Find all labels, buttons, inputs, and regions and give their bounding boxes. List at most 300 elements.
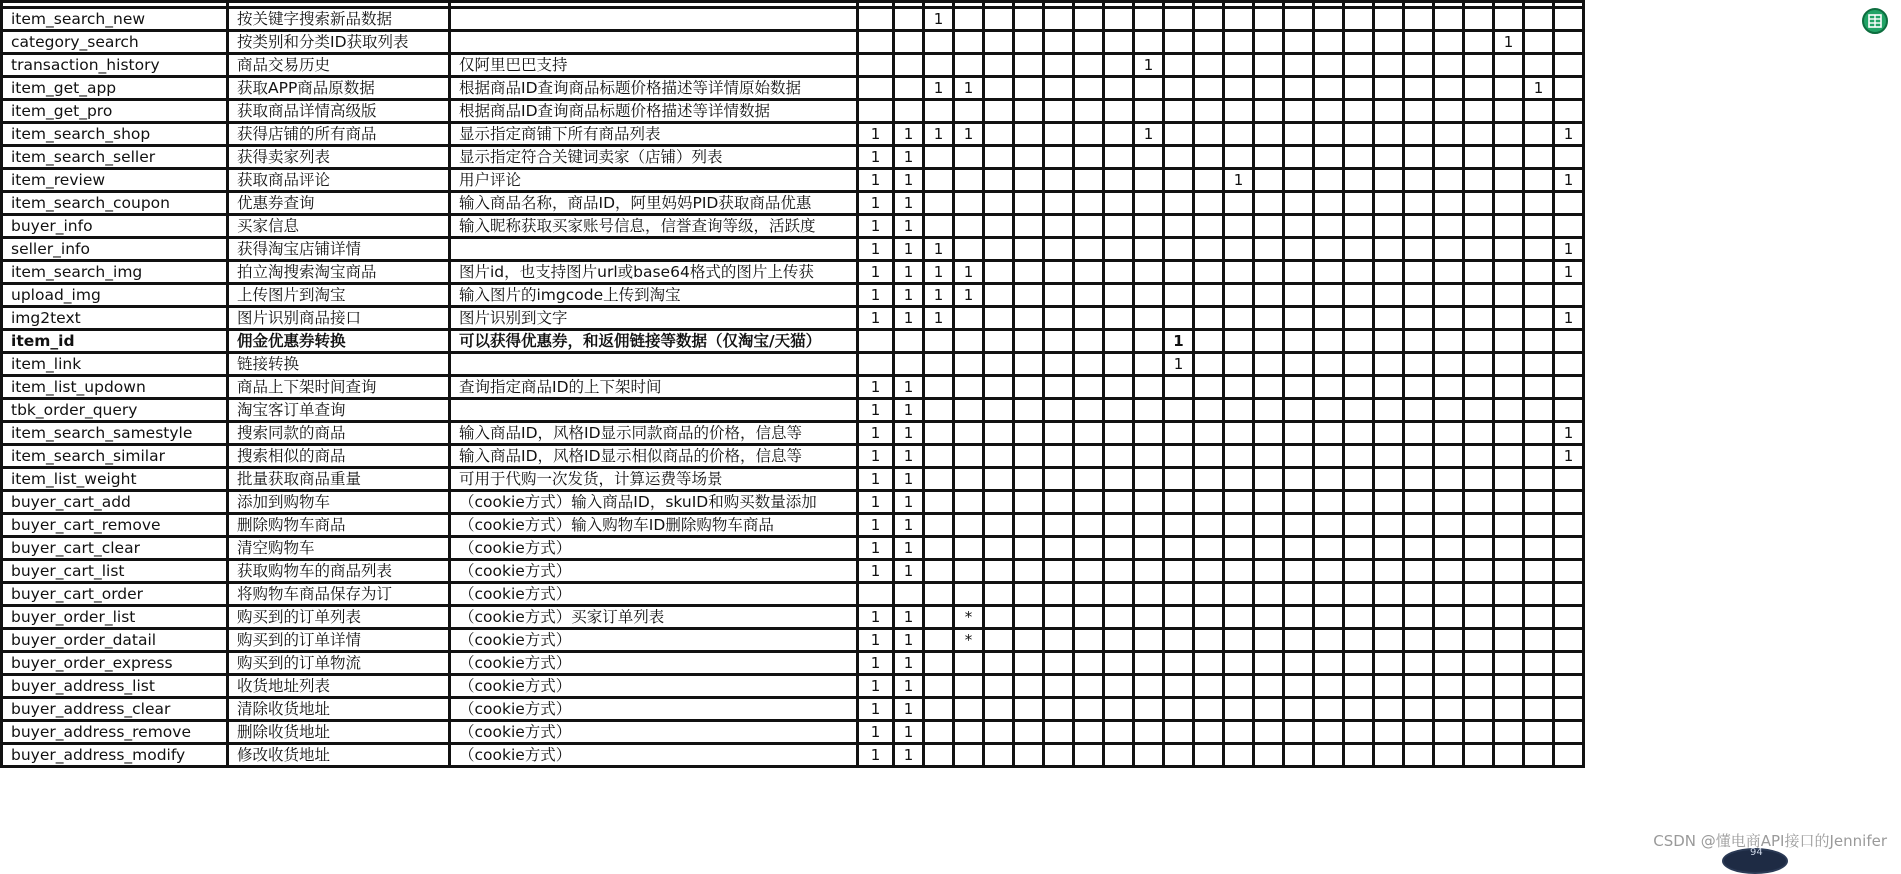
flag-cell[interactable] — [1494, 445, 1524, 468]
flag-cell[interactable]: 1 — [858, 123, 894, 146]
flag-cell[interactable] — [1494, 560, 1524, 583]
flag-cell[interactable] — [1224, 353, 1254, 376]
flag-cell[interactable] — [1434, 721, 1464, 744]
flag-cell[interactable]: 1 — [894, 192, 924, 215]
flag-cell[interactable] — [1224, 491, 1254, 514]
flag-cell[interactable] — [1434, 606, 1464, 629]
flag-cell[interactable] — [1224, 146, 1254, 169]
flag-cell[interactable] — [924, 422, 954, 445]
flag-cell[interactable] — [1494, 100, 1524, 123]
flag-cell[interactable] — [1224, 514, 1254, 537]
flag-cell[interactable] — [954, 100, 984, 123]
description-cell[interactable]: 可用于代购一次发货，计算运费等场景 — [450, 468, 858, 491]
flag-cell[interactable] — [1554, 8, 1584, 31]
flag-cell[interactable]: 1 — [1524, 77, 1554, 100]
flag-cell[interactable] — [1194, 376, 1224, 399]
flag-cell[interactable] — [1224, 77, 1254, 100]
flag-cell[interactable] — [1254, 514, 1284, 537]
flag-cell[interactable] — [1464, 307, 1494, 330]
flag-cell[interactable] — [858, 8, 894, 31]
flag-cell[interactable] — [924, 445, 954, 468]
flag-cell[interactable]: 1 — [858, 376, 894, 399]
flag-cell[interactable] — [1254, 169, 1284, 192]
flag-cell[interactable]: 1 — [858, 422, 894, 445]
sheet-plugin-icon[interactable] — [1862, 8, 1888, 34]
flag-cell[interactable] — [1074, 31, 1104, 54]
flag-cell[interactable] — [1074, 77, 1104, 100]
flag-cell[interactable]: 1 — [858, 537, 894, 560]
flag-cell[interactable] — [1104, 376, 1134, 399]
description-cell[interactable]: 查询指定商品ID的上下架时间 — [450, 376, 858, 399]
flag-cell[interactable] — [1434, 146, 1464, 169]
flag-cell[interactable] — [1374, 54, 1404, 77]
flag-cell[interactable] — [984, 330, 1014, 353]
flag-cell[interactable]: 1 — [894, 215, 924, 238]
flag-cell[interactable] — [1044, 146, 1074, 169]
flag-cell[interactable]: 1 — [1554, 445, 1584, 468]
flag-cell[interactable]: 1 — [1224, 169, 1254, 192]
flag-cell[interactable] — [954, 353, 984, 376]
flag-cell[interactable] — [1104, 675, 1134, 698]
flag-cell[interactable] — [1404, 399, 1434, 422]
flag-cell[interactable] — [1404, 560, 1434, 583]
flag-cell[interactable] — [1044, 376, 1074, 399]
flag-cell[interactable] — [1314, 169, 1344, 192]
flag-cell[interactable] — [1314, 422, 1344, 445]
flag-cell[interactable] — [1464, 100, 1494, 123]
description-cell[interactable]: 图片id，也支持图片url或base64格式的图片上传获 — [450, 261, 858, 284]
flag-cell[interactable] — [1374, 698, 1404, 721]
flag-cell[interactable] — [1494, 330, 1524, 353]
flag-cell[interactable] — [1074, 8, 1104, 31]
flag-cell[interactable]: 1 — [894, 744, 924, 767]
flag-cell[interactable]: 1 — [894, 721, 924, 744]
flag-cell[interactable]: 1 — [954, 261, 984, 284]
flag-cell[interactable] — [1434, 744, 1464, 767]
flag-cell[interactable]: 1 — [954, 284, 984, 307]
flag-cell[interactable]: 1 — [894, 514, 924, 537]
flag-cell[interactable] — [1044, 123, 1074, 146]
flag-cell[interactable] — [1434, 491, 1464, 514]
flag-cell[interactable] — [1134, 238, 1164, 261]
flag-cell[interactable] — [1524, 123, 1554, 146]
flag-cell[interactable] — [1524, 146, 1554, 169]
flag-cell[interactable]: 1 — [858, 215, 894, 238]
flag-cell[interactable] — [894, 77, 924, 100]
flag-cell[interactable] — [1374, 606, 1404, 629]
flag-cell[interactable] — [1284, 422, 1314, 445]
flag-cell[interactable] — [1314, 192, 1344, 215]
flag-cell[interactable] — [1464, 261, 1494, 284]
flag-cell[interactable] — [1314, 353, 1344, 376]
api-name-cell[interactable]: seller_info — [2, 238, 228, 261]
flag-cell[interactable] — [1194, 583, 1224, 606]
flag-cell[interactable] — [1014, 261, 1044, 284]
flag-cell[interactable] — [1224, 31, 1254, 54]
flag-cell[interactable] — [1194, 77, 1224, 100]
flag-cell[interactable] — [894, 54, 924, 77]
flag-cell[interactable] — [1014, 537, 1044, 560]
api-name-cell[interactable]: buyer_address_modify — [2, 744, 228, 767]
flag-cell[interactable] — [1524, 399, 1554, 422]
flag-cell[interactable] — [984, 537, 1014, 560]
flag-cell[interactable] — [1284, 77, 1314, 100]
flag-cell[interactable] — [1044, 100, 1074, 123]
flag-cell[interactable] — [1434, 629, 1464, 652]
flag-cell[interactable] — [1524, 675, 1554, 698]
flag-cell[interactable] — [1164, 376, 1194, 399]
flag-cell[interactable] — [1554, 491, 1584, 514]
flag-cell[interactable] — [1524, 537, 1554, 560]
flag-cell[interactable] — [1434, 77, 1464, 100]
flag-cell[interactable] — [1164, 445, 1194, 468]
flag-cell[interactable] — [1194, 353, 1224, 376]
flag-cell[interactable] — [1284, 330, 1314, 353]
flag-cell[interactable] — [1134, 583, 1164, 606]
flag-cell[interactable] — [1404, 8, 1434, 31]
flag-cell[interactable] — [1164, 192, 1194, 215]
api-name-cell[interactable]: buyer_info — [2, 215, 228, 238]
feature-name-cell[interactable]: 获得卖家列表 — [228, 146, 450, 169]
flag-cell[interactable] — [954, 399, 984, 422]
flag-cell[interactable] — [1074, 169, 1104, 192]
flag-cell[interactable] — [1254, 744, 1284, 767]
flag-cell[interactable] — [1044, 606, 1074, 629]
flag-cell[interactable] — [1374, 514, 1404, 537]
flag-cell[interactable] — [1014, 169, 1044, 192]
flag-cell[interactable] — [1344, 54, 1374, 77]
flag-cell[interactable] — [1524, 560, 1554, 583]
flag-cell[interactable] — [1104, 330, 1134, 353]
flag-cell[interactable] — [1524, 100, 1554, 123]
flag-cell[interactable] — [1074, 560, 1104, 583]
flag-cell[interactable] — [1134, 77, 1164, 100]
flag-cell[interactable] — [1494, 169, 1524, 192]
flag-cell[interactable] — [1464, 169, 1494, 192]
flag-cell[interactable] — [1194, 307, 1224, 330]
flag-cell[interactable] — [1164, 606, 1194, 629]
flag-cell[interactable] — [1284, 192, 1314, 215]
flag-cell[interactable] — [984, 215, 1014, 238]
api-name-cell[interactable]: item_search_new — [2, 8, 228, 31]
flag-cell[interactable] — [1464, 330, 1494, 353]
description-cell[interactable]: （cookie方式） — [450, 583, 858, 606]
flag-cell[interactable] — [1494, 192, 1524, 215]
flag-cell[interactable] — [954, 698, 984, 721]
flag-cell[interactable] — [1344, 422, 1374, 445]
api-name-cell[interactable]: buyer_cart_add — [2, 491, 228, 514]
flag-cell[interactable] — [894, 353, 924, 376]
flag-cell[interactable] — [1494, 652, 1524, 675]
flag-cell[interactable] — [1374, 261, 1404, 284]
description-cell[interactable] — [450, 31, 858, 54]
flag-cell[interactable]: 1 — [894, 468, 924, 491]
flag-cell[interactable] — [1284, 123, 1314, 146]
flag-cell[interactable] — [1254, 675, 1284, 698]
flag-cell[interactable] — [1374, 238, 1404, 261]
flag-cell[interactable] — [1494, 307, 1524, 330]
flag-cell[interactable] — [954, 8, 984, 31]
flag-cell[interactable] — [924, 652, 954, 675]
flag-cell[interactable] — [1104, 238, 1134, 261]
flag-cell[interactable] — [1494, 77, 1524, 100]
flag-cell[interactable] — [1044, 54, 1074, 77]
description-cell[interactable]: 显示指定符合关键词卖家（店铺）列表 — [450, 146, 858, 169]
flag-cell[interactable] — [1464, 514, 1494, 537]
flag-cell[interactable] — [1284, 376, 1314, 399]
flag-cell[interactable] — [1494, 583, 1524, 606]
flag-cell[interactable] — [1014, 652, 1044, 675]
flag-cell[interactable] — [1194, 261, 1224, 284]
flag-cell[interactable] — [1524, 215, 1554, 238]
flag-cell[interactable] — [1044, 307, 1074, 330]
flag-cell[interactable]: 1 — [894, 238, 924, 261]
flag-cell[interactable] — [1134, 675, 1164, 698]
flag-cell[interactable] — [1044, 399, 1074, 422]
feature-name-cell[interactable]: 搜索同款的商品 — [228, 422, 450, 445]
flag-cell[interactable] — [1074, 376, 1104, 399]
flag-cell[interactable]: 1 — [858, 468, 894, 491]
flag-cell[interactable] — [1404, 146, 1434, 169]
flag-cell[interactable] — [1074, 399, 1104, 422]
flag-cell[interactable] — [1284, 652, 1314, 675]
feature-name-cell[interactable]: 清除收货地址 — [228, 698, 450, 721]
flag-cell[interactable] — [1314, 514, 1344, 537]
flag-cell[interactable] — [1254, 100, 1284, 123]
flag-cell[interactable] — [1344, 123, 1374, 146]
flag-cell[interactable] — [1044, 422, 1074, 445]
flag-cell[interactable] — [1464, 192, 1494, 215]
flag-cell[interactable] — [924, 514, 954, 537]
flag-cell[interactable] — [1164, 284, 1194, 307]
flag-cell[interactable] — [1044, 261, 1074, 284]
flag-cell[interactable] — [984, 307, 1014, 330]
flag-cell[interactable] — [1014, 514, 1044, 537]
flag-cell[interactable] — [984, 31, 1014, 54]
flag-cell[interactable] — [1524, 192, 1554, 215]
api-name-cell[interactable]: item_review — [2, 169, 228, 192]
flag-cell[interactable] — [1134, 399, 1164, 422]
flag-cell[interactable] — [1554, 146, 1584, 169]
api-name-cell[interactable]: buyer_address_list — [2, 675, 228, 698]
flag-cell[interactable] — [1404, 468, 1434, 491]
flag-cell[interactable] — [1224, 675, 1254, 698]
flag-cell[interactable] — [894, 8, 924, 31]
flag-cell[interactable] — [1044, 77, 1074, 100]
flag-cell[interactable] — [1104, 422, 1134, 445]
flag-cell[interactable] — [1284, 215, 1314, 238]
flag-cell[interactable] — [1464, 353, 1494, 376]
flag-cell[interactable] — [1344, 192, 1374, 215]
flag-cell[interactable] — [1224, 721, 1254, 744]
flag-cell[interactable] — [1074, 353, 1104, 376]
flag-cell[interactable] — [1194, 284, 1224, 307]
flag-cell[interactable] — [1314, 261, 1344, 284]
flag-cell[interactable] — [1524, 8, 1554, 31]
description-cell[interactable]: 输入商品名称，商品ID，阿里妈妈PID获取商品优惠 — [450, 192, 858, 215]
flag-cell[interactable] — [1554, 675, 1584, 698]
flag-cell[interactable] — [984, 8, 1014, 31]
flag-cell[interactable] — [984, 100, 1014, 123]
flag-cell[interactable] — [1374, 721, 1404, 744]
flag-cell[interactable] — [984, 353, 1014, 376]
flag-cell[interactable] — [924, 606, 954, 629]
flag-cell[interactable] — [1554, 353, 1584, 376]
flag-cell[interactable] — [1554, 54, 1584, 77]
flag-cell[interactable] — [1164, 491, 1194, 514]
flag-cell[interactable] — [1464, 744, 1494, 767]
flag-cell[interactable] — [1134, 491, 1164, 514]
flag-cell[interactable] — [1194, 422, 1224, 445]
flag-cell[interactable] — [1494, 284, 1524, 307]
flag-cell[interactable]: 1 — [894, 537, 924, 560]
flag-cell[interactable] — [1044, 8, 1074, 31]
flag-cell[interactable] — [1044, 721, 1074, 744]
feature-name-cell[interactable]: 获得淘宝店铺详情 — [228, 238, 450, 261]
flag-cell[interactable] — [1164, 698, 1194, 721]
flag-cell[interactable] — [1194, 491, 1224, 514]
flag-cell[interactable] — [1404, 514, 1434, 537]
flag-cell[interactable] — [1134, 169, 1164, 192]
flag-cell[interactable] — [1104, 399, 1134, 422]
flag-cell[interactable]: 1 — [894, 376, 924, 399]
flag-cell[interactable] — [1434, 192, 1464, 215]
flag-cell[interactable] — [1044, 192, 1074, 215]
flag-cell[interactable] — [1044, 491, 1074, 514]
flag-cell[interactable] — [1374, 169, 1404, 192]
feature-name-cell[interactable]: 购买到的订单物流 — [228, 652, 450, 675]
flag-cell[interactable]: 1 — [924, 261, 954, 284]
flag-cell[interactable] — [1134, 353, 1164, 376]
flag-cell[interactable] — [1074, 675, 1104, 698]
description-cell[interactable]: 根据商品ID查询商品标题价格描述等详情原始数据 — [450, 77, 858, 100]
flag-cell[interactable] — [1404, 77, 1434, 100]
flag-cell[interactable] — [1404, 652, 1434, 675]
flag-cell[interactable] — [1224, 537, 1254, 560]
flag-cell[interactable] — [954, 31, 984, 54]
api-name-cell[interactable]: item_search_img — [2, 261, 228, 284]
flag-cell[interactable] — [1254, 698, 1284, 721]
feature-name-cell[interactable]: 清空购物车 — [228, 537, 450, 560]
flag-cell[interactable] — [924, 491, 954, 514]
flag-cell[interactable] — [1554, 399, 1584, 422]
flag-cell[interactable] — [924, 468, 954, 491]
flag-cell[interactable] — [1464, 468, 1494, 491]
flag-cell[interactable] — [858, 330, 894, 353]
flag-cell[interactable] — [954, 514, 984, 537]
flag-cell[interactable] — [924, 31, 954, 54]
flag-cell[interactable] — [1314, 77, 1344, 100]
flag-cell[interactable] — [1314, 100, 1344, 123]
flag-cell[interactable] — [1104, 606, 1134, 629]
flag-cell[interactable]: 1 — [924, 284, 954, 307]
flag-cell[interactable] — [1404, 629, 1434, 652]
flag-cell[interactable] — [1434, 468, 1464, 491]
flag-cell[interactable] — [1254, 330, 1284, 353]
flag-cell[interactable] — [1344, 261, 1374, 284]
flag-cell[interactable] — [1494, 514, 1524, 537]
flag-cell[interactable] — [1464, 721, 1494, 744]
flag-cell[interactable] — [1164, 675, 1194, 698]
flag-cell[interactable] — [1194, 192, 1224, 215]
flag-cell[interactable] — [1434, 445, 1464, 468]
feature-name-cell[interactable]: 优惠券查询 — [228, 192, 450, 215]
flag-cell[interactable] — [1464, 8, 1494, 31]
api-name-cell[interactable]: buyer_order_list — [2, 606, 228, 629]
flag-cell[interactable] — [1374, 192, 1404, 215]
flag-cell[interactable] — [924, 330, 954, 353]
flag-cell[interactable] — [1074, 514, 1104, 537]
flag-cell[interactable]: 1 — [1554, 422, 1584, 445]
flag-cell[interactable] — [954, 215, 984, 238]
flag-cell[interactable] — [1434, 307, 1464, 330]
flag-cell[interactable] — [1494, 238, 1524, 261]
flag-cell[interactable] — [1164, 54, 1194, 77]
flag-cell[interactable] — [1554, 560, 1584, 583]
feature-name-cell[interactable]: 批量获取商品重量 — [228, 468, 450, 491]
api-name-cell[interactable]: buyer_address_remove — [2, 721, 228, 744]
flag-cell[interactable] — [1494, 215, 1524, 238]
flag-cell[interactable] — [1194, 146, 1224, 169]
feature-name-cell[interactable]: 收货地址列表 — [228, 675, 450, 698]
flag-cell[interactable] — [1374, 100, 1404, 123]
flag-cell[interactable] — [1134, 192, 1164, 215]
flag-cell[interactable] — [1494, 537, 1524, 560]
flag-cell[interactable] — [1014, 77, 1044, 100]
flag-cell[interactable] — [1104, 146, 1134, 169]
flag-cell[interactable] — [1014, 698, 1044, 721]
flag-cell[interactable] — [1404, 537, 1434, 560]
flag-cell[interactable] — [924, 146, 954, 169]
description-cell[interactable]: 用户评论 — [450, 169, 858, 192]
flag-cell[interactable] — [1074, 307, 1104, 330]
flag-cell[interactable] — [1344, 31, 1374, 54]
flag-cell[interactable] — [1464, 675, 1494, 698]
api-name-cell[interactable]: item_search_coupon — [2, 192, 228, 215]
flag-cell[interactable] — [1224, 583, 1254, 606]
api-name-cell[interactable]: item_get_pro — [2, 100, 228, 123]
flag-cell[interactable] — [1224, 560, 1254, 583]
flag-cell[interactable] — [1434, 583, 1464, 606]
flag-cell[interactable] — [1104, 8, 1134, 31]
flag-cell[interactable] — [894, 330, 924, 353]
api-name-cell[interactable]: buyer_cart_clear — [2, 537, 228, 560]
flag-cell[interactable] — [954, 445, 984, 468]
flag-cell[interactable] — [1134, 8, 1164, 31]
flag-cell[interactable] — [858, 100, 894, 123]
flag-cell[interactable] — [1344, 491, 1374, 514]
flag-cell[interactable] — [1044, 31, 1074, 54]
flag-cell[interactable] — [1074, 652, 1104, 675]
flag-cell[interactable] — [1284, 353, 1314, 376]
flag-cell[interactable] — [1224, 215, 1254, 238]
flag-cell[interactable] — [924, 353, 954, 376]
flag-cell[interactable] — [1284, 238, 1314, 261]
flag-cell[interactable] — [1224, 468, 1254, 491]
flag-cell[interactable] — [1224, 307, 1254, 330]
flag-cell[interactable] — [1074, 261, 1104, 284]
flag-cell[interactable] — [1554, 468, 1584, 491]
flag-cell[interactable]: 1 — [1554, 123, 1584, 146]
flag-cell[interactable] — [1254, 77, 1284, 100]
flag-cell[interactable] — [1404, 422, 1434, 445]
flag-cell[interactable] — [1014, 629, 1044, 652]
flag-cell[interactable] — [1524, 31, 1554, 54]
flag-cell[interactable] — [1134, 215, 1164, 238]
flag-cell[interactable] — [1494, 721, 1524, 744]
flag-cell[interactable] — [1284, 675, 1314, 698]
flag-cell[interactable] — [1464, 629, 1494, 652]
